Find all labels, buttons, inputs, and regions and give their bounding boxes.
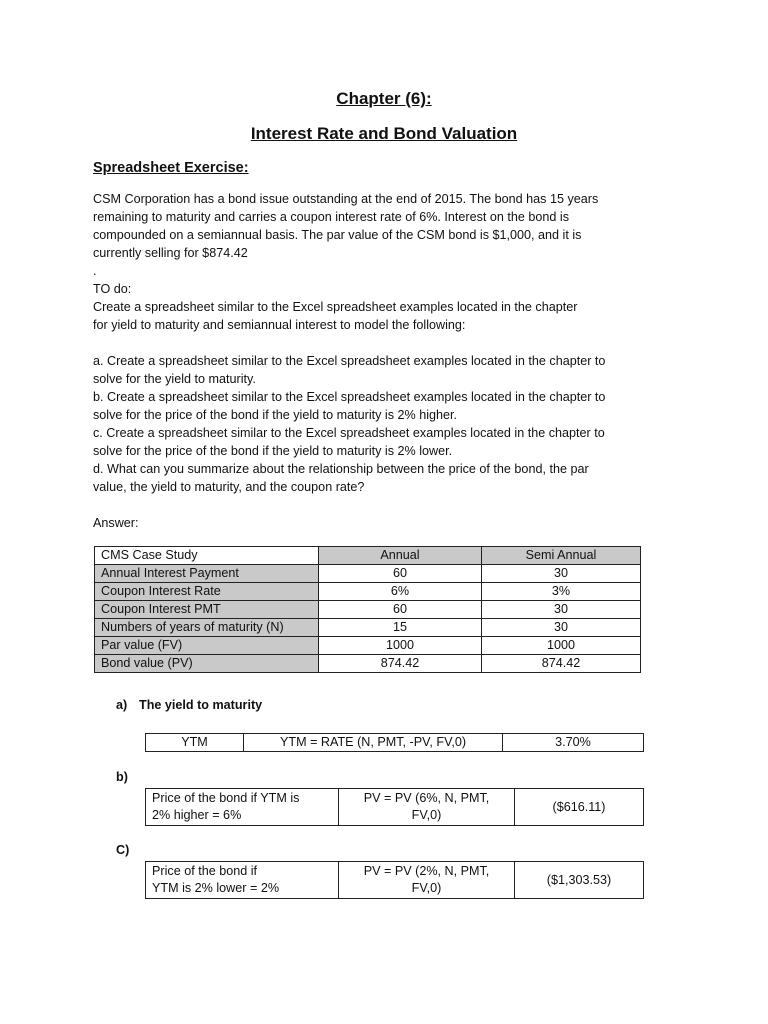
- price-lower-table: [145, 861, 644, 899]
- table-cell: 874.42: [482, 655, 641, 673]
- intro-line: CSM Corporation has a bond issue outstanding at the end of 2015. The bond has 15 years: [93, 192, 599, 206]
- cell-line: FV,0): [411, 881, 442, 895]
- table-row: [95, 601, 641, 619]
- part-c-label: C): [116, 843, 130, 857]
- task-line: b. Create a spreadsheet similar to the Excel spreadsheet examples located in the chapter to: [93, 390, 606, 404]
- cell-line: FV,0): [411, 808, 442, 822]
- table-header: Semi Annual: [482, 547, 641, 565]
- intro-line: remaining to maturity and carries a coupon interest rate of 6%. Interest on the bond is: [93, 210, 570, 224]
- cell-line: Price of the bond if: [152, 864, 258, 878]
- table-row: [95, 565, 641, 583]
- table-cell: Numbers of years of maturity (N): [95, 619, 319, 637]
- task-line: d. What can you summarize about the relationship between the price of the bond, the par: [93, 462, 589, 476]
- case-study-table: [94, 546, 641, 673]
- table-cell: [146, 862, 339, 899]
- cell-line: YTM is 2% lower = 2%: [152, 881, 280, 895]
- table-cell: [339, 789, 515, 826]
- ytm-table: [145, 733, 644, 752]
- table-cell: 1000: [482, 637, 641, 655]
- cell-line: Price of the bond if YTM is: [152, 791, 300, 805]
- task-line: value, the yield to maturity, and the coupon rate?: [93, 480, 365, 494]
- table-cell: Bond value (PV): [95, 655, 319, 673]
- table-header: Annual: [319, 547, 482, 565]
- intro-line: .: [93, 264, 97, 278]
- todo-line: for yield to maturity and semiannual interest to model the following:: [93, 318, 466, 332]
- intro-paragraph: [93, 190, 673, 532]
- table-cell: [146, 789, 339, 826]
- task-line: a. Create a spreadsheet similar to the Excel spreadsheet examples located in the chapter to: [93, 354, 606, 368]
- todo-heading: TO do:: [93, 282, 132, 296]
- table-row: [146, 862, 644, 899]
- part-a-title: The yield to maturity: [139, 698, 263, 712]
- table-cell: YTM: [146, 734, 244, 752]
- table-cell: 60: [319, 601, 482, 619]
- task-line: solve for the yield to maturity.: [93, 372, 256, 386]
- table-cell: Coupon Interest Rate: [95, 583, 319, 601]
- table-cell: 60: [319, 565, 482, 583]
- intro-line: currently selling for $874.42: [93, 246, 248, 260]
- table-cell: 3%: [482, 583, 641, 601]
- todo-line: Create a spreadsheet similar to the Excel spreadsheet examples located in the chapter: [93, 300, 578, 314]
- table-cell: 30: [482, 565, 641, 583]
- cell-line: 2% higher = 6%: [152, 808, 242, 822]
- table-row: [95, 655, 641, 673]
- chapter-title: Chapter (6):: [336, 89, 432, 108]
- table-row: [146, 734, 644, 752]
- task-line: c. Create a spreadsheet similar to the Excel spreadsheet examples located in the chapter to: [93, 426, 605, 440]
- table-cell: Par value (FV): [95, 637, 319, 655]
- price-higher-table: [145, 788, 644, 826]
- table-row: [146, 789, 644, 826]
- cell-line: PV = PV (6%, N, PMT,: [363, 791, 490, 805]
- table-cell: 3.70%: [503, 734, 644, 752]
- table-cell: 874.42: [319, 655, 482, 673]
- table-cell: [339, 862, 515, 899]
- table-cell: ($616.11): [515, 789, 644, 826]
- document-subtitle: Interest Rate and Bond Valuation: [250, 124, 518, 143]
- task-line: solve for the price of the bond if the yield to maturity is 2% higher.: [93, 408, 458, 422]
- table-cell: YTM = RATE (N, PMT, -PV, FV,0): [244, 734, 503, 752]
- task-line: solve for the price of the bond if the yield to maturity is 2% lower.: [93, 444, 453, 458]
- answer-label: Answer:: [93, 516, 139, 530]
- part-b-label: b): [116, 770, 128, 784]
- table-header-row: [95, 547, 641, 565]
- table-header: CMS Case Study: [95, 547, 319, 565]
- table-cell: 15: [319, 619, 482, 637]
- table-row: [95, 619, 641, 637]
- table-cell: Annual Interest Payment: [95, 565, 319, 583]
- table-cell: 1000: [319, 637, 482, 655]
- table-cell: ($1,303.53): [515, 862, 644, 899]
- part-a-label: a): [116, 698, 128, 712]
- table-row: [95, 583, 641, 601]
- table-cell: 30: [482, 619, 641, 637]
- table-row: [95, 637, 641, 655]
- table-cell: Coupon Interest PMT: [95, 601, 319, 619]
- section-heading: Spreadsheet Exercise:: [93, 160, 249, 176]
- table-cell: 30: [482, 601, 641, 619]
- intro-line: compounded on a semiannual basis. The par value of the CSM bond is $1,000, and it is: [93, 228, 582, 242]
- table-cell: 6%: [319, 583, 482, 601]
- cell-line: PV = PV (2%, N, PMT,: [363, 864, 490, 878]
